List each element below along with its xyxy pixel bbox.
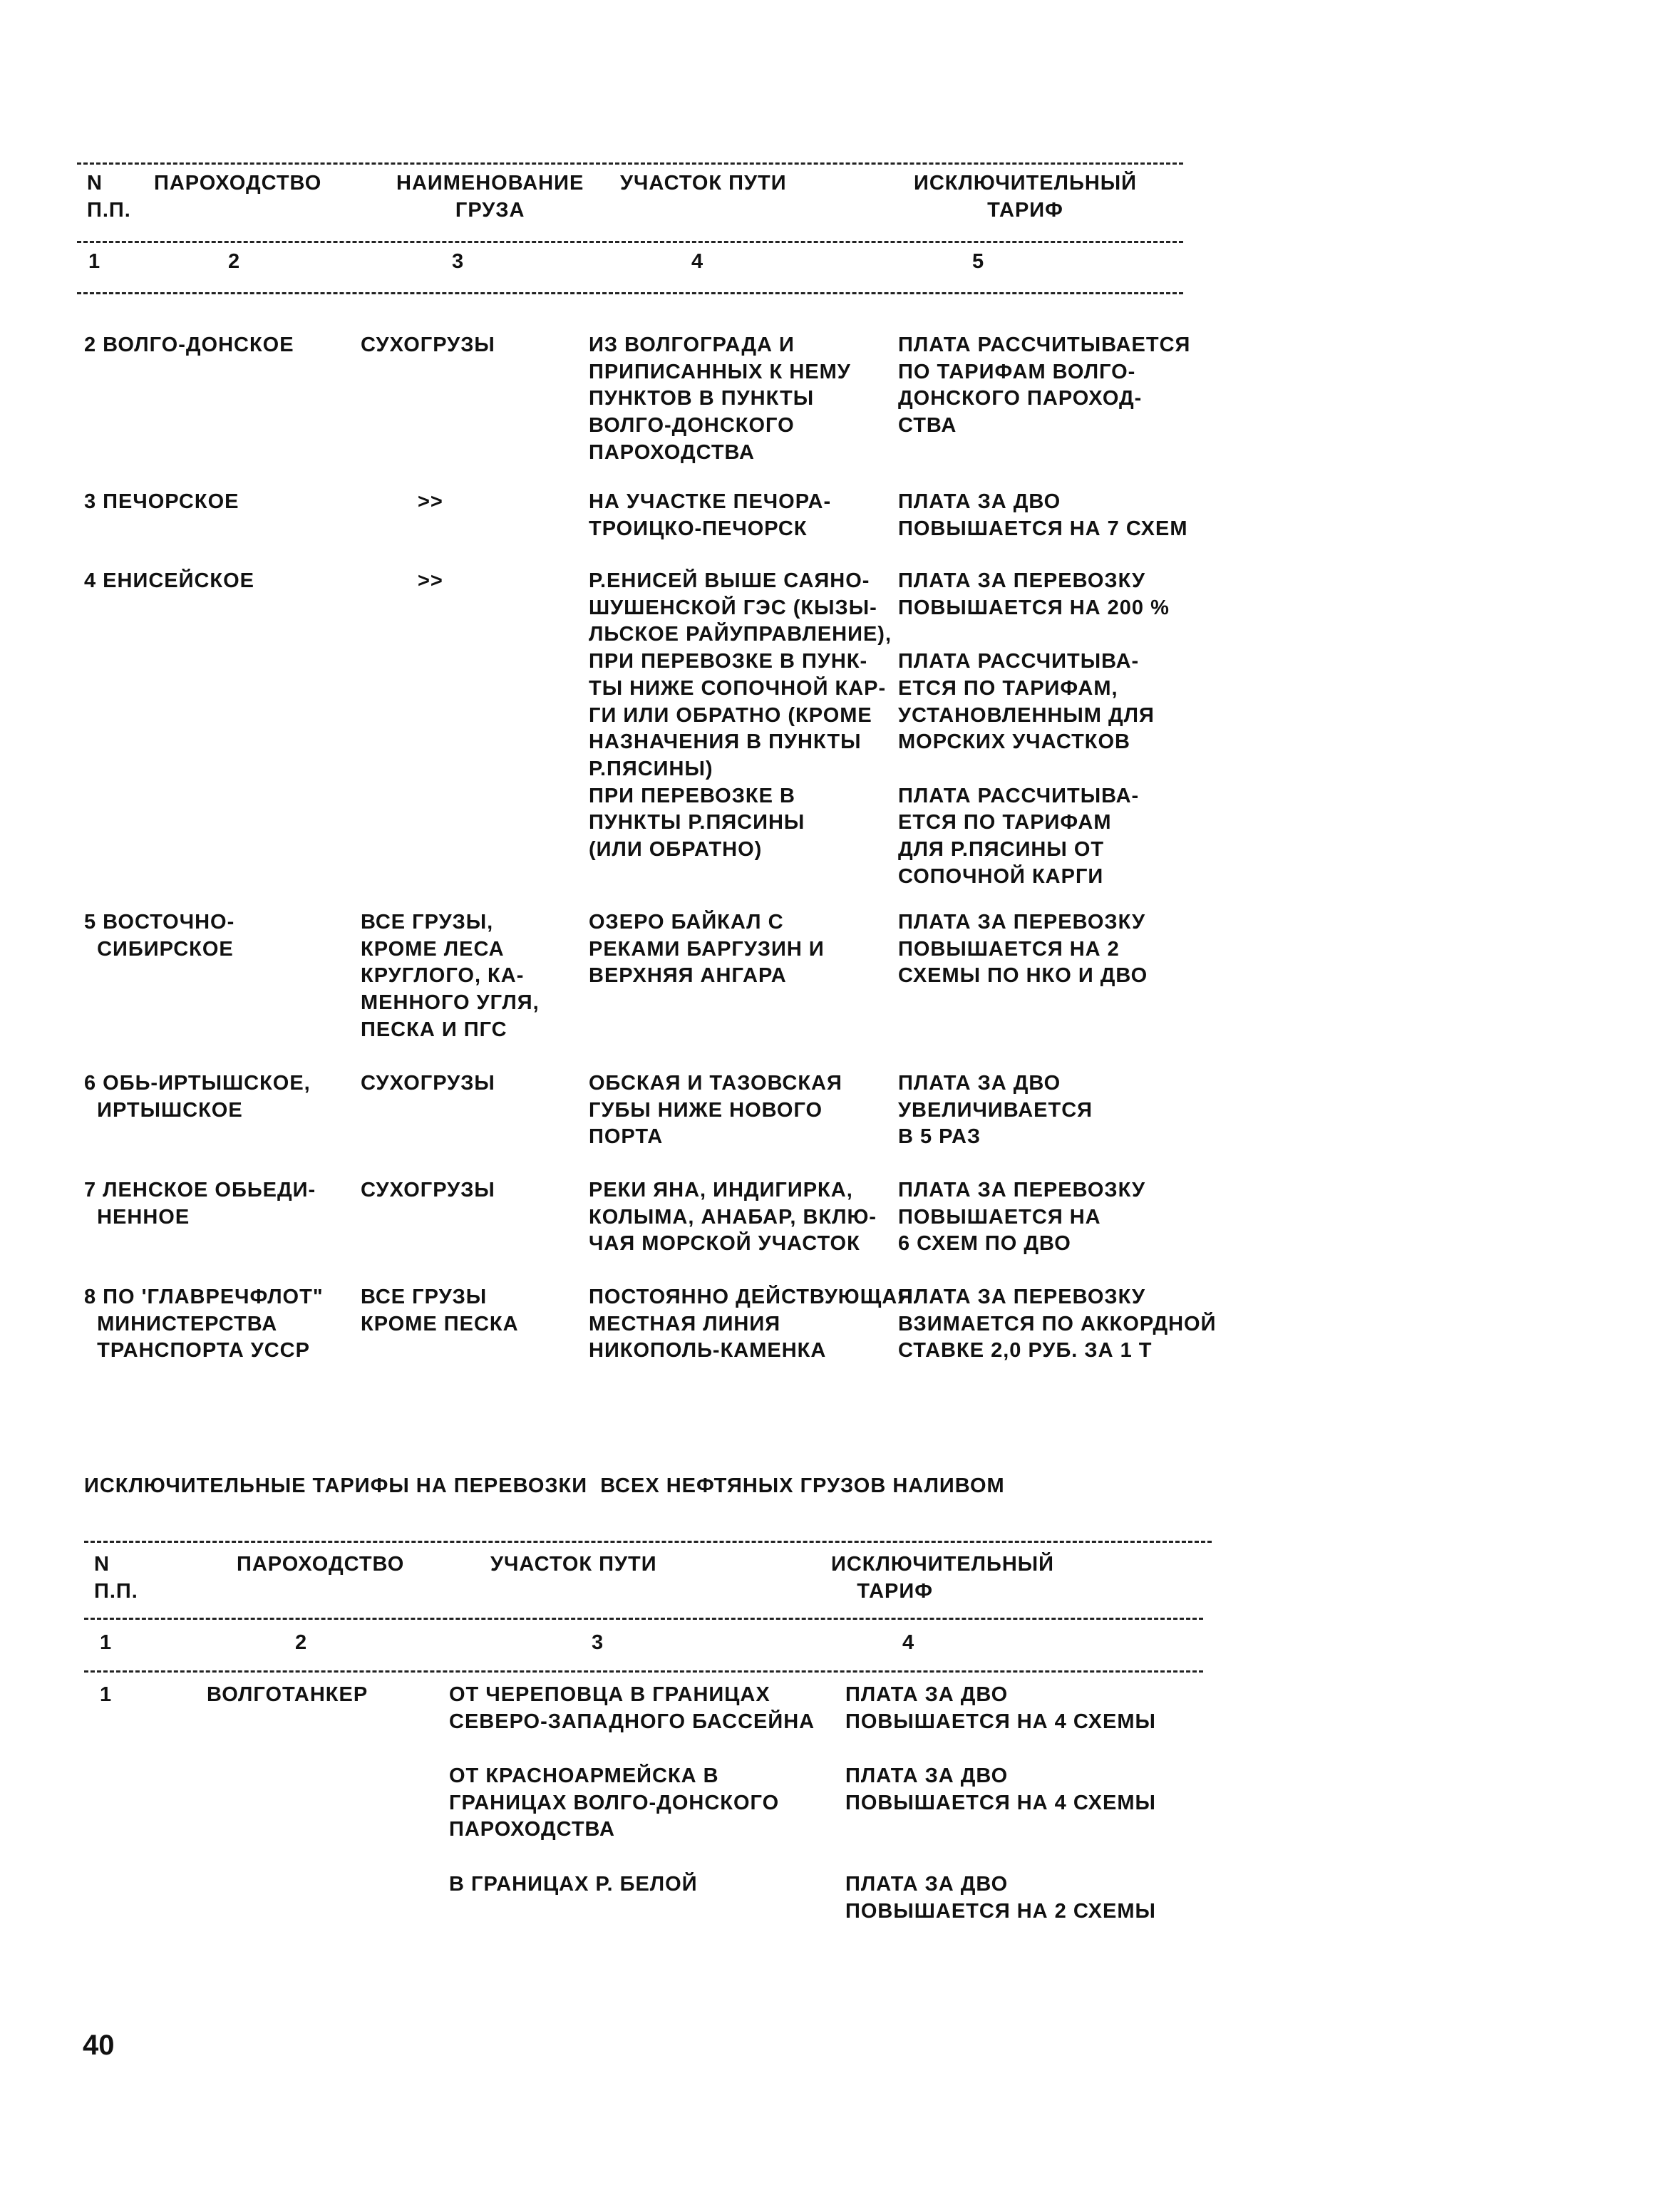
- table1-colnum-4: 4: [691, 250, 704, 273]
- table1-row-route: ОЗЕРО БАЙКАЛ С РЕКАМИ БАРГУЗИН И ВЕРХНЯЯ АНГАРА: [589, 911, 825, 988]
- table1-row-cargo: ВСЕ ГРУЗЫ КРОМЕ ПЕСКА: [361, 1286, 519, 1335]
- table1-top-rule: [77, 162, 1183, 165]
- table2-top-rule: [84, 1541, 1212, 1543]
- table1-row-company: 5 ВОСТОЧНО- СИБИРСКОЕ: [84, 911, 235, 961]
- table1-colnum-5: 5: [972, 250, 985, 273]
- table1-header-num: N П.П.: [87, 172, 131, 222]
- table1-header-company: ПАРОХОДСТВО: [154, 172, 322, 195]
- table2-row-route: ОТ ЧЕРЕПОВЦА В ГРАНИЦАХ СЕВЕРО-ЗАПАДНОГО БАССЕЙНА: [449, 1683, 815, 1733]
- table2-row-tariff: ПЛАТА ЗА ДВО ПОВЫШАЕТСЯ НА 4 СХЕМЫ: [845, 1764, 1156, 1814]
- table1-row-tariff: ПЛАТА ЗА ПЕРЕВОЗКУ ПОВЫШАЕТСЯ НА 200 % ПЛАТА РАССЧИТЫВА- ЕТСЯ ПО ТАРИФАМ, УСТАНОВЛЕННЫМ ДЛЯ МОРСКИХ УЧАСТКОВ ПЛАТА РАССЧИТЫВА- ЕТСЯ ПО ТАРИФАМ ДЛЯ Р.ПЯСИНЫ ОТ СОПОЧНОЙ КАРГИ: [898, 569, 1170, 888]
- table1-header-cargo: НАИМЕНОВАНИЕ ГРУЗА: [396, 172, 584, 222]
- table1-row-tariff: ПЛАТА ЗА ПЕРЕВОЗКУ ВЗИМАЕТСЯ ПО АККОРДНОЙ СТАВКЕ 2,0 РУБ. ЗА 1 Т: [898, 1286, 1217, 1363]
- table1-row-cargo: СУХОГРУЗЫ: [361, 1179, 495, 1201]
- table1-row-cargo: >>: [418, 569, 443, 592]
- table1-row-tariff: ПЛАТА ЗА ПЕРЕВОЗКУ ПОВЫШАЕТСЯ НА 2 СХЕМЫ ПО НКО И ДВО: [898, 911, 1148, 988]
- table1-row-tariff: ПЛАТА ЗА ДВО ПОВЫШАЕТСЯ НА 7 СХЕМ: [898, 490, 1188, 540]
- page-number: 40: [83, 2030, 115, 2061]
- section-title: ИСКЛЮЧИТЕЛЬНЫЕ ТАРИФЫ НА ПЕРЕВОЗКИ ВСЕХ НЕФТЯНЫХ ГРУЗОВ НАЛИВОМ: [84, 1474, 1005, 1497]
- table1-row-route: ОБСКАЯ И ТАЗОВСКАЯ ГУБЫ НИЖЕ НОВОГО ПОРТА: [589, 1072, 842, 1149]
- table2-row-num: 1: [100, 1683, 113, 1706]
- table1-row-route: ПОСТОЯННО ДЕЙСТВУЮЩАЯ МЕСТНАЯ ЛИНИЯ НИКОПОЛЬ-КАМЕНКА: [589, 1286, 914, 1363]
- table1-row-company: 8 ПО 'ГЛАВРЕЧФЛОТ" МИНИСТЕРСТВА ТРАНСПОРТА УССР: [84, 1286, 324, 1363]
- table2-colnum-2: 2: [295, 1631, 308, 1654]
- table2-row-tariff: ПЛАТА ЗА ДВО ПОВЫШАЕТСЯ НА 4 СХЕМЫ: [845, 1683, 1156, 1733]
- table1-header-tariff: ИСКЛЮЧИТЕЛЬНЫЙ ТАРИФ: [914, 172, 1138, 222]
- table2-colnum-1: 1: [100, 1631, 113, 1654]
- table1-row-route: Р.ЕНИСЕЙ ВЫШЕ САЯНО- ШУШЕНСКОЙ ГЭС (КЫЗЫ- ЛЬСКОЕ РАЙУПРАВЛЕНИЕ), ПРИ ПЕРЕВОЗКЕ В ПУНК- ТЫ НИЖЕ СОПОЧНОЙ КАР- ГИ ИЛИ ОБРАТНО (КРОМЕ НАЗНАЧЕНИЯ В ПУНКТЫ Р.ПЯСИНЫ) ПРИ ПЕРЕВОЗКЕ В ПУНКТЫ Р.ПЯСИНЫ (ИЛИ ОБРАТНО): [589, 569, 892, 862]
- table1-row-company: 7 ЛЕНСКОЕ ОБЬЕДИ- НЕННОЕ: [84, 1179, 316, 1229]
- table1-row-route: РЕКИ ЯНА, ИНДИГИРКА, КОЛЫМА, АНАБАР, ВКЛЮ- ЧАЯ МОРСКОЙ УЧАСТОК: [589, 1179, 877, 1256]
- table1-row-route: ИЗ ВОЛГОГРАДА И ПРИПИСАННЫХ К НЕМУ ПУНКТОВ В ПУНКТЫ ВОЛГО-ДОНСКОГО ПАРОХОДСТВА: [589, 334, 851, 464]
- table1-colnum-1: 1: [88, 250, 101, 273]
- table2-row-route: В ГРАНИЦАХ Р. БЕЛОЙ: [449, 1873, 698, 1896]
- table2-header-tariff: ИСКЛЮЧИТЕЛЬНЫЙ ТАРИФ: [831, 1553, 1055, 1603]
- table1-row-tariff: ПЛАТА ЗА ПЕРЕВОЗКУ ПОВЫШАЕТСЯ НА 6 СХЕМ ПО ДВО: [898, 1179, 1146, 1256]
- table1-colnum-3: 3: [452, 250, 465, 273]
- table2-header-company: ПАРОХОДСТВО: [237, 1553, 405, 1576]
- table2-row-company: ВОЛГОТАНКЕР: [207, 1683, 368, 1706]
- table2-colnum-4: 4: [902, 1631, 915, 1654]
- table1-row-company: 4 ЕНИСЕЙСКОЕ: [84, 569, 254, 592]
- table2-header-num: N П.П.: [94, 1553, 138, 1603]
- table2-header-route: УЧАСТОК ПУТИ: [490, 1553, 657, 1576]
- table1-header-rule: [77, 241, 1183, 243]
- table1-row-cargo: ВСЕ ГРУЗЫ, КРОМЕ ЛЕСА КРУГЛОГО, КА- МЕННОГО УГЛЯ, ПЕСКА И ПГС: [361, 911, 540, 1041]
- table1-row-company: 6 ОБЬ-ИРТЫШСКОЕ, ИРТЫШСКОЕ: [84, 1072, 311, 1122]
- table1-row-tariff: ПЛАТА ЗА ДВО УВЕЛИЧИВАЕТСЯ В 5 РАЗ: [898, 1072, 1093, 1149]
- table1-row-cargo: СУХОГРУЗЫ: [361, 334, 495, 356]
- table1-row-cargo: СУХОГРУЗЫ: [361, 1072, 495, 1095]
- table2-colnum-rule: [84, 1670, 1203, 1673]
- table1-row-company: 3 ПЕЧОРСКОЕ: [84, 490, 239, 513]
- table2-row-tariff: ПЛАТА ЗА ДВО ПОВЫШАЕТСЯ НА 2 СХЕМЫ: [845, 1873, 1156, 1923]
- table1-colnum-2: 2: [228, 250, 241, 273]
- table2-row-route: ОТ КРАСНОАРМЕЙСКА В ГРАНИЦАХ ВОЛГО-ДОНСКОГО ПАРОХОДСТВА: [449, 1764, 780, 1841]
- table1-row-company: 2 ВОЛГО-ДОНСКОЕ: [84, 334, 294, 356]
- table2-colnum-3: 3: [592, 1631, 604, 1654]
- table1-header-route: УЧАСТОК ПУТИ: [620, 172, 787, 195]
- table1-row-tariff: ПЛАТА РАССЧИТЫВАЕТСЯ ПО ТАРИФАМ ВОЛГО- ДОНСКОГО ПАРОХОД- СТВА: [898, 334, 1191, 438]
- table1-row-route: НА УЧАСТКЕ ПЕЧОРА- ТРОИЦКО-ПЕЧОРСК: [589, 490, 832, 540]
- table1-colnum-rule: [77, 292, 1183, 294]
- table1-row-cargo: >>: [418, 490, 443, 513]
- table2-header-rule: [84, 1618, 1203, 1620]
